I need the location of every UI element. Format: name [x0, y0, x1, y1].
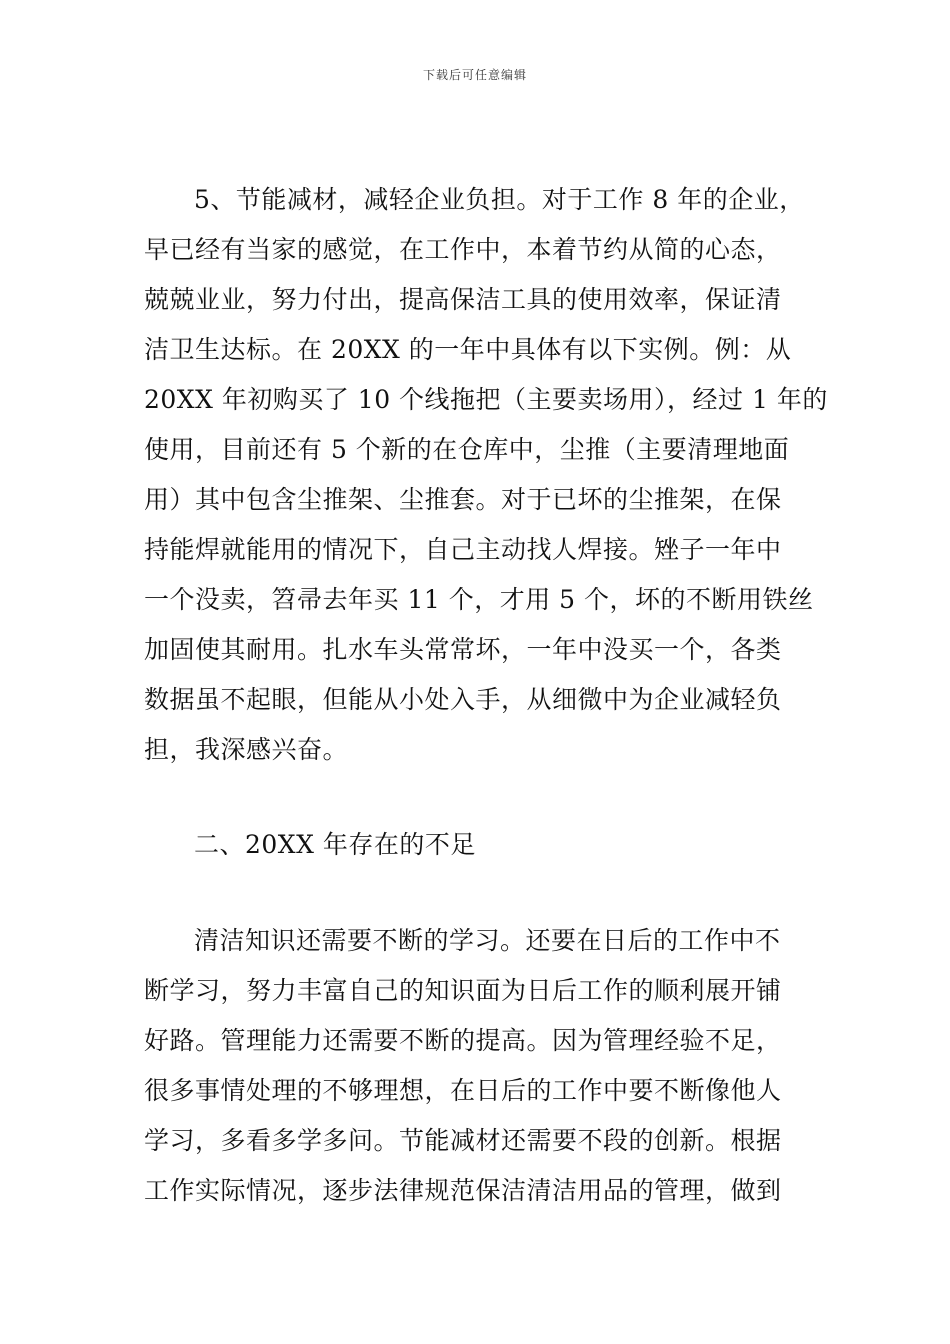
paragraph-line: 学习，多看多学多问。节能减材还需要不段的创新。根据 [144, 1126, 782, 1155]
paragraph-line: 早已经有当家的感觉，在工作中，本着节约从简的心态， [144, 235, 782, 264]
paragraph-line: 用）其中包含尘推架、尘推套。对于已坏的尘推架，在保 [144, 485, 782, 514]
paragraph-line: 断学习，努力丰富自己的知识面为日后工作的顺利展开铺 [144, 976, 782, 1005]
paragraph-line: 清洁知识还需要不断的学习。还要在日后的工作中不 [194, 926, 781, 955]
paragraph-line: 很多事情处理的不够理想，在日后的工作中要不断像他人 [144, 1076, 782, 1105]
paragraph-line: 担，我深感兴奋。 [144, 735, 349, 764]
paragraph-line: 5、节能减材，减轻企业负担。对于工作 8 年的企业， [194, 185, 805, 214]
paragraph-line: 兢兢业业，努力付出，提高保洁工具的使用效率，保证清 [144, 285, 782, 314]
paragraph-line: 持能焊就能用的情况下，自己主动找人焊接。矬子一年中 [144, 535, 782, 564]
paragraph-shortcomings [144, 916, 816, 1216]
paragraph-line: 洁卫生达标。在 20XX 的一年中具体有以下实例。例：从 [144, 335, 792, 364]
paragraph-energy-saving [144, 175, 828, 775]
section-heading-text: 二、20XX 年存在的不足 [194, 830, 476, 859]
paragraph-line: 工作实际情况，逐步法律规范保洁清洁用品的管理，做到 [144, 1176, 782, 1205]
paragraph-line: 使用，目前还有 5 个新的在仓库中，尘推（主要清理地面 [144, 435, 790, 464]
paragraph-line: 加固使其耐用。扎水车头常常坏，一年中没买一个，各类 [144, 635, 782, 664]
paragraph-line: 一个没卖，笤帚去年买 11 个，才用 5 个，坏的不断用铁丝 [144, 585, 814, 614]
paragraph-line: 好路。管理能力还需要不断的提高。因为管理经验不足， [144, 1026, 782, 1055]
section-heading [144, 820, 816, 870]
paragraph-line: 20XX 年初购买了 10 个线拖把（主要卖场用），经过 1 年的 [144, 385, 828, 414]
header-note: 下载后可任意编辑 [422, 68, 527, 82]
paragraph-line: 数据虽不起眼，但能从小处入手，从细微中为企业减轻负 [144, 685, 782, 714]
